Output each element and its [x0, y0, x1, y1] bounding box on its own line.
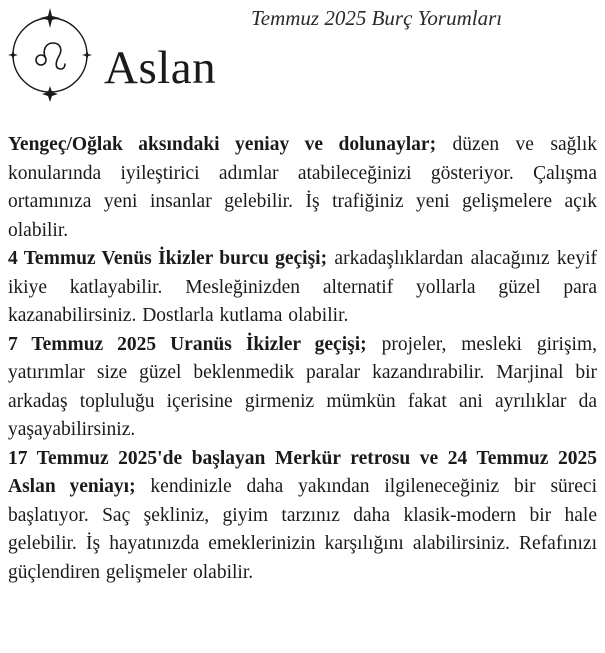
sign-name: Aslan	[104, 42, 217, 94]
paragraph-heading: 7 Temmuz 2025 Uranüs İkizler geçişi;	[8, 333, 367, 355]
paragraph-heading: 4 Temmuz Venüs İkizler burcu geçişi;	[8, 248, 328, 269]
paragraph-text: kendinizle daha yakından ilgileneceğiniz bir süreci başlatıyor. Saç şekliniz, giyim tarzınız daha klasik-modern bir hale gelebilir. İş hayatınızda emeklerinizin karşılığını alabilirsiniz. Refafınızı güçlendiren gelişmeler olabilir.	[8, 476, 598, 583]
paragraph-text: düzen ve sağlık konularında iyileştirici adımlar atabileceğinizi gösteriyor. Çalışma ortamınıza yeni insanlar gelebilir. İş trafiğiniz yeni gelişmelere açık olabilir.	[8, 134, 598, 241]
paragraph	[8, 445, 597, 588]
paragraph	[8, 331, 597, 445]
leo-emblem	[8, 6, 92, 102]
page-title: Temmuz 2025 Burç Yorumları	[251, 6, 503, 30]
leo-symbol-icon	[8, 6, 92, 102]
horoscope-body	[8, 131, 597, 587]
paragraph-heading: 17 Temmuz 2025'de başlayan Merkür retrosu ve 24 Temmuz 2025 Aslan yeniayı;	[8, 447, 597, 497]
paragraph	[8, 245, 597, 331]
page-header	[0, 0, 605, 118]
paragraph-heading: Yengeç/Oğlak aksındaki yeniay ve dolunaylar;	[8, 134, 437, 155]
paragraph-text: projeler, mesleki girişim, yatırımlar size güzel beklenmedik paralar kazandırabilir. Marjinal bir arkadaş topluluğu içerisine girmeniz mümkün fakat ani ayrılıklar da yaşayabilirsiniz.	[8, 333, 597, 440]
paragraph-text: arkadaşlıklardan alacağınız keyif ikiye katlayabilir. Mesleğinizden alternatif yollarla güzel para kazanabilirsiniz. Dostlarla kutlama olabilir.	[8, 248, 598, 326]
paragraph	[8, 131, 597, 245]
